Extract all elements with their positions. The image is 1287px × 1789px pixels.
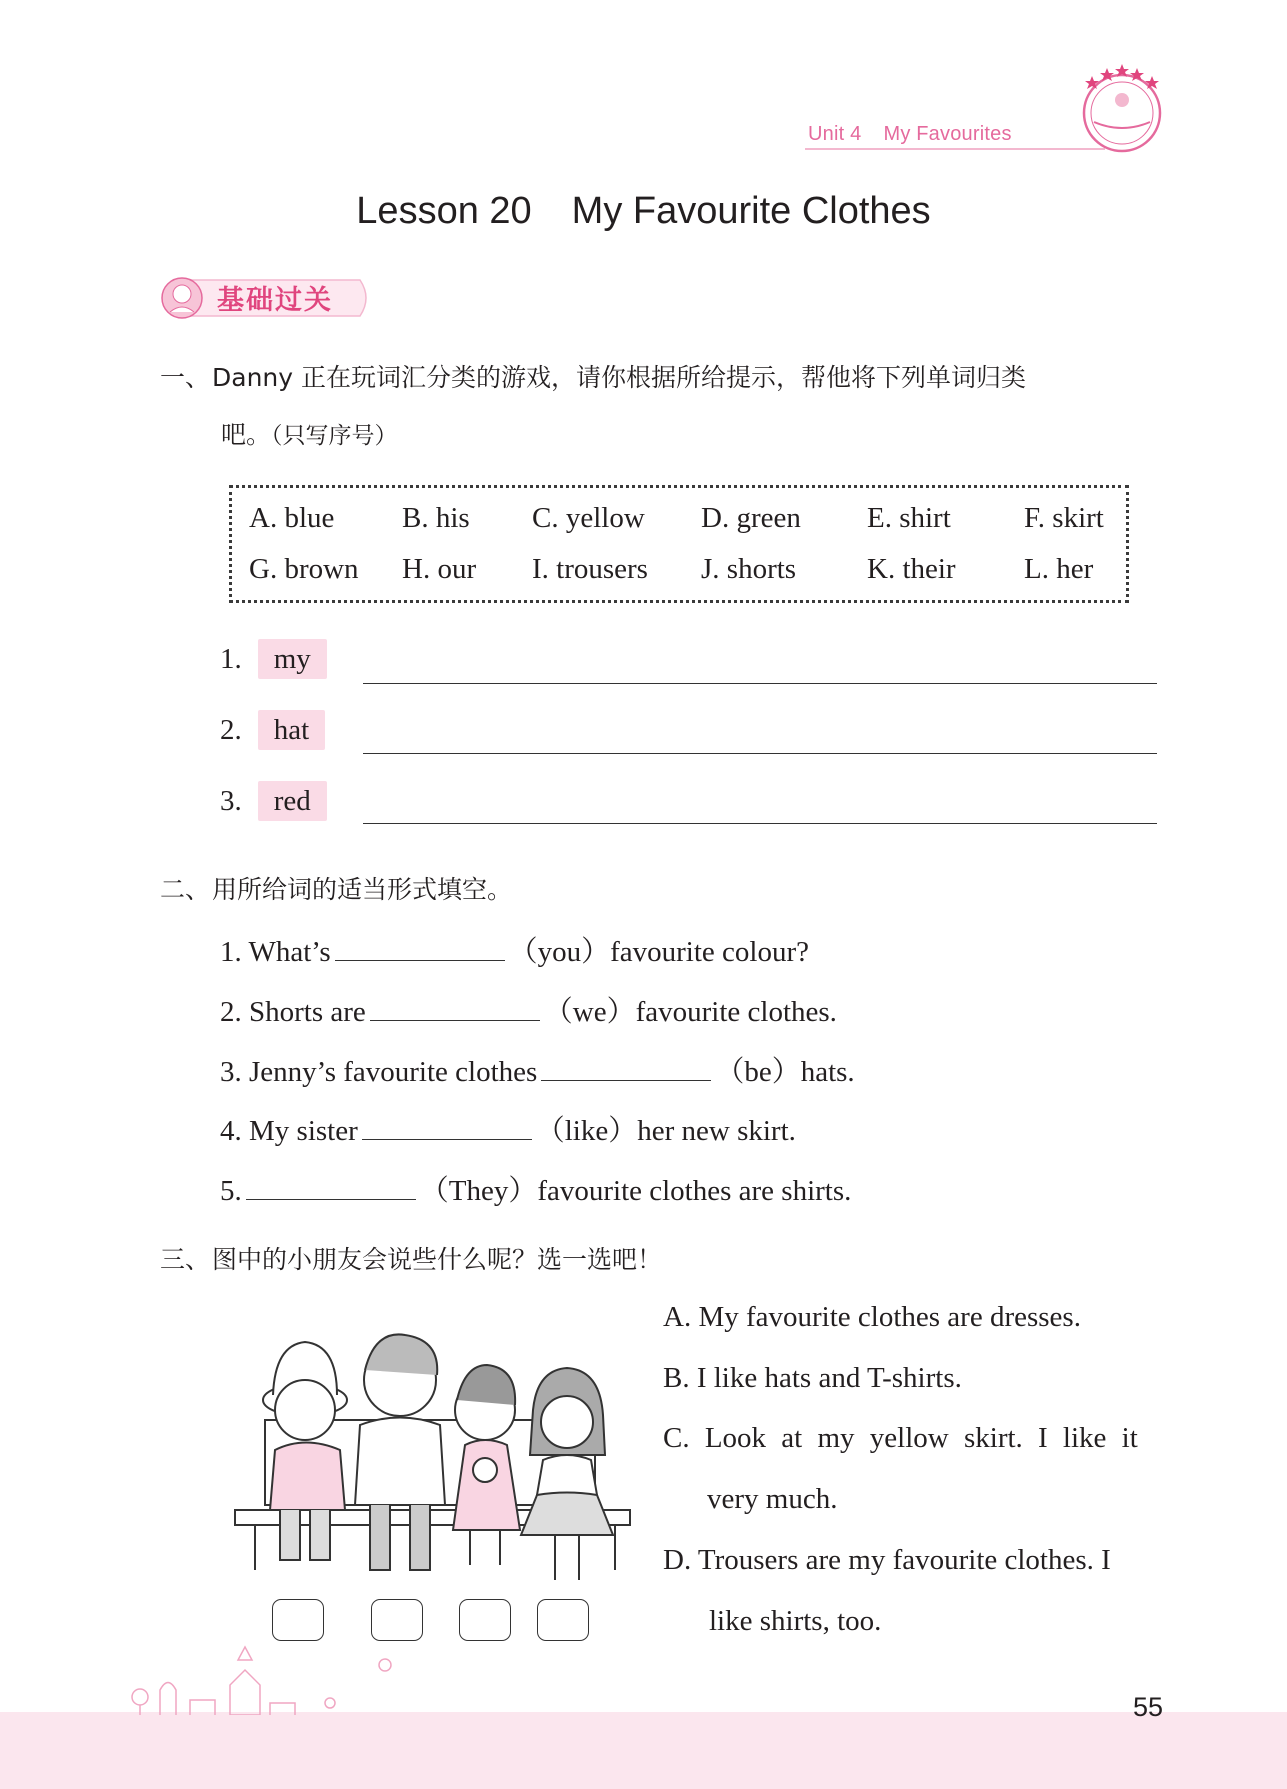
fill-blank[interactable] — [370, 996, 540, 1021]
unit-title: My Favourites — [883, 123, 1012, 145]
option-a: A. My favourite clothes are dresses. — [663, 1301, 1081, 1333]
fill-blank[interactable] — [335, 936, 505, 961]
option-c: C. Look at my yellow skirt. I like it — [663, 1422, 1138, 1454]
children-on-bench-illustration — [225, 1300, 635, 1585]
fill-item-suffix: （be）hats. — [715, 1056, 855, 1088]
publisher-logo — [1072, 58, 1172, 158]
section2-heading — [160, 870, 512, 906]
fill-item-prefix: 3. Jenny’s favourite clothes — [220, 1056, 538, 1088]
answer-box[interactable] — [459, 1599, 511, 1641]
unit-number: Unit 4 — [808, 123, 862, 145]
section1-index: 一、 — [160, 363, 211, 392]
word-h: H. our — [402, 553, 477, 585]
category-number: 1. — [220, 643, 242, 675]
word-k: K. their — [867, 553, 956, 585]
lesson-name: My Favourite Clothes — [571, 190, 931, 232]
town-decoration — [120, 1645, 440, 1715]
category-label: red — [258, 781, 327, 821]
lesson-title — [0, 190, 1287, 233]
section1-instruction-line1: Danny 正在玩词汇分类的游戏，请你根据所给提示，帮他将下列单词归类 — [212, 363, 1027, 392]
word-g: G. brown — [249, 553, 359, 585]
section1-note: （只写序号） — [271, 423, 398, 449]
lesson-number: Lesson 20 — [356, 190, 532, 232]
option-b: B. I like hats and T-shirts. — [663, 1362, 962, 1394]
fill-item — [220, 1108, 796, 1149]
word-bank — [229, 485, 1129, 603]
fill-item-prefix: 4. My sister — [220, 1115, 358, 1147]
section3-instruction: 图中的小朋友会说些什么呢？选一选吧！ — [212, 1245, 663, 1274]
option-c-cont: very much. — [707, 1483, 838, 1515]
word-f: F. skirt — [1024, 502, 1104, 534]
section3-index: 三、 — [160, 1245, 211, 1274]
fill-item-suffix: （we）favourite clothes. — [543, 996, 837, 1028]
answer-box[interactable] — [537, 1599, 589, 1641]
word-j: J. shorts — [701, 553, 797, 585]
fill-item — [220, 1049, 855, 1090]
word-e: E. shirt — [867, 502, 951, 534]
answer-box[interactable] — [371, 1599, 423, 1641]
section3-heading — [160, 1240, 662, 1276]
word-d: D. green — [701, 502, 801, 534]
option-d: D. Trousers are my favourite clothes. I — [663, 1544, 1111, 1576]
answer-box[interactable] — [272, 1599, 324, 1641]
fill-item-suffix: （They）favourite clothes are shirts. — [419, 1175, 852, 1207]
unit-header — [808, 123, 1034, 146]
fill-blank[interactable] — [541, 1056, 711, 1081]
word-i: I. trousers — [532, 553, 648, 585]
option-d-cont: like shirts, too. — [709, 1605, 882, 1637]
section1-heading — [160, 358, 1026, 394]
fill-item — [220, 929, 809, 970]
section1-heading-cont — [221, 415, 398, 451]
section1-instruction-line2: 吧。 — [221, 420, 272, 449]
fill-item-prefix: 2. Shorts are — [220, 996, 366, 1028]
word-l: L. her — [1024, 553, 1094, 585]
section2-index: 二、 — [160, 875, 211, 904]
fill-item-prefix: 5. — [220, 1175, 242, 1207]
answer-line[interactable] — [363, 823, 1157, 824]
category-row — [220, 785, 327, 818]
word-a: A. blue — [249, 502, 335, 534]
banner-label: 基础过关 — [217, 285, 333, 316]
answer-line[interactable] — [363, 753, 1157, 754]
category-row — [220, 714, 325, 747]
fill-item-suffix: （you）favourite colour? — [508, 936, 810, 968]
category-number: 3. — [220, 785, 242, 817]
fill-item — [220, 989, 837, 1030]
category-label: my — [258, 639, 327, 679]
category-number: 2. — [220, 714, 242, 746]
category-row — [220, 643, 327, 676]
page-number: 55 — [1133, 1692, 1164, 1722]
category-label: hat — [258, 710, 325, 750]
fill-item — [220, 1168, 851, 1209]
fill-item-suffix: （like）her new skirt. — [535, 1115, 796, 1147]
fill-blank[interactable] — [362, 1115, 532, 1140]
section2-instruction: 用所给词的适当形式填空。 — [212, 875, 513, 904]
answer-line[interactable] — [363, 683, 1157, 684]
footer-band — [0, 1712, 1287, 1789]
fill-item-prefix: 1. What’s — [220, 936, 331, 968]
header-divider — [805, 148, 1105, 150]
word-c: C. yellow — [532, 502, 645, 534]
word-b: B. his — [402, 502, 470, 534]
fill-blank[interactable] — [246, 1175, 416, 1200]
